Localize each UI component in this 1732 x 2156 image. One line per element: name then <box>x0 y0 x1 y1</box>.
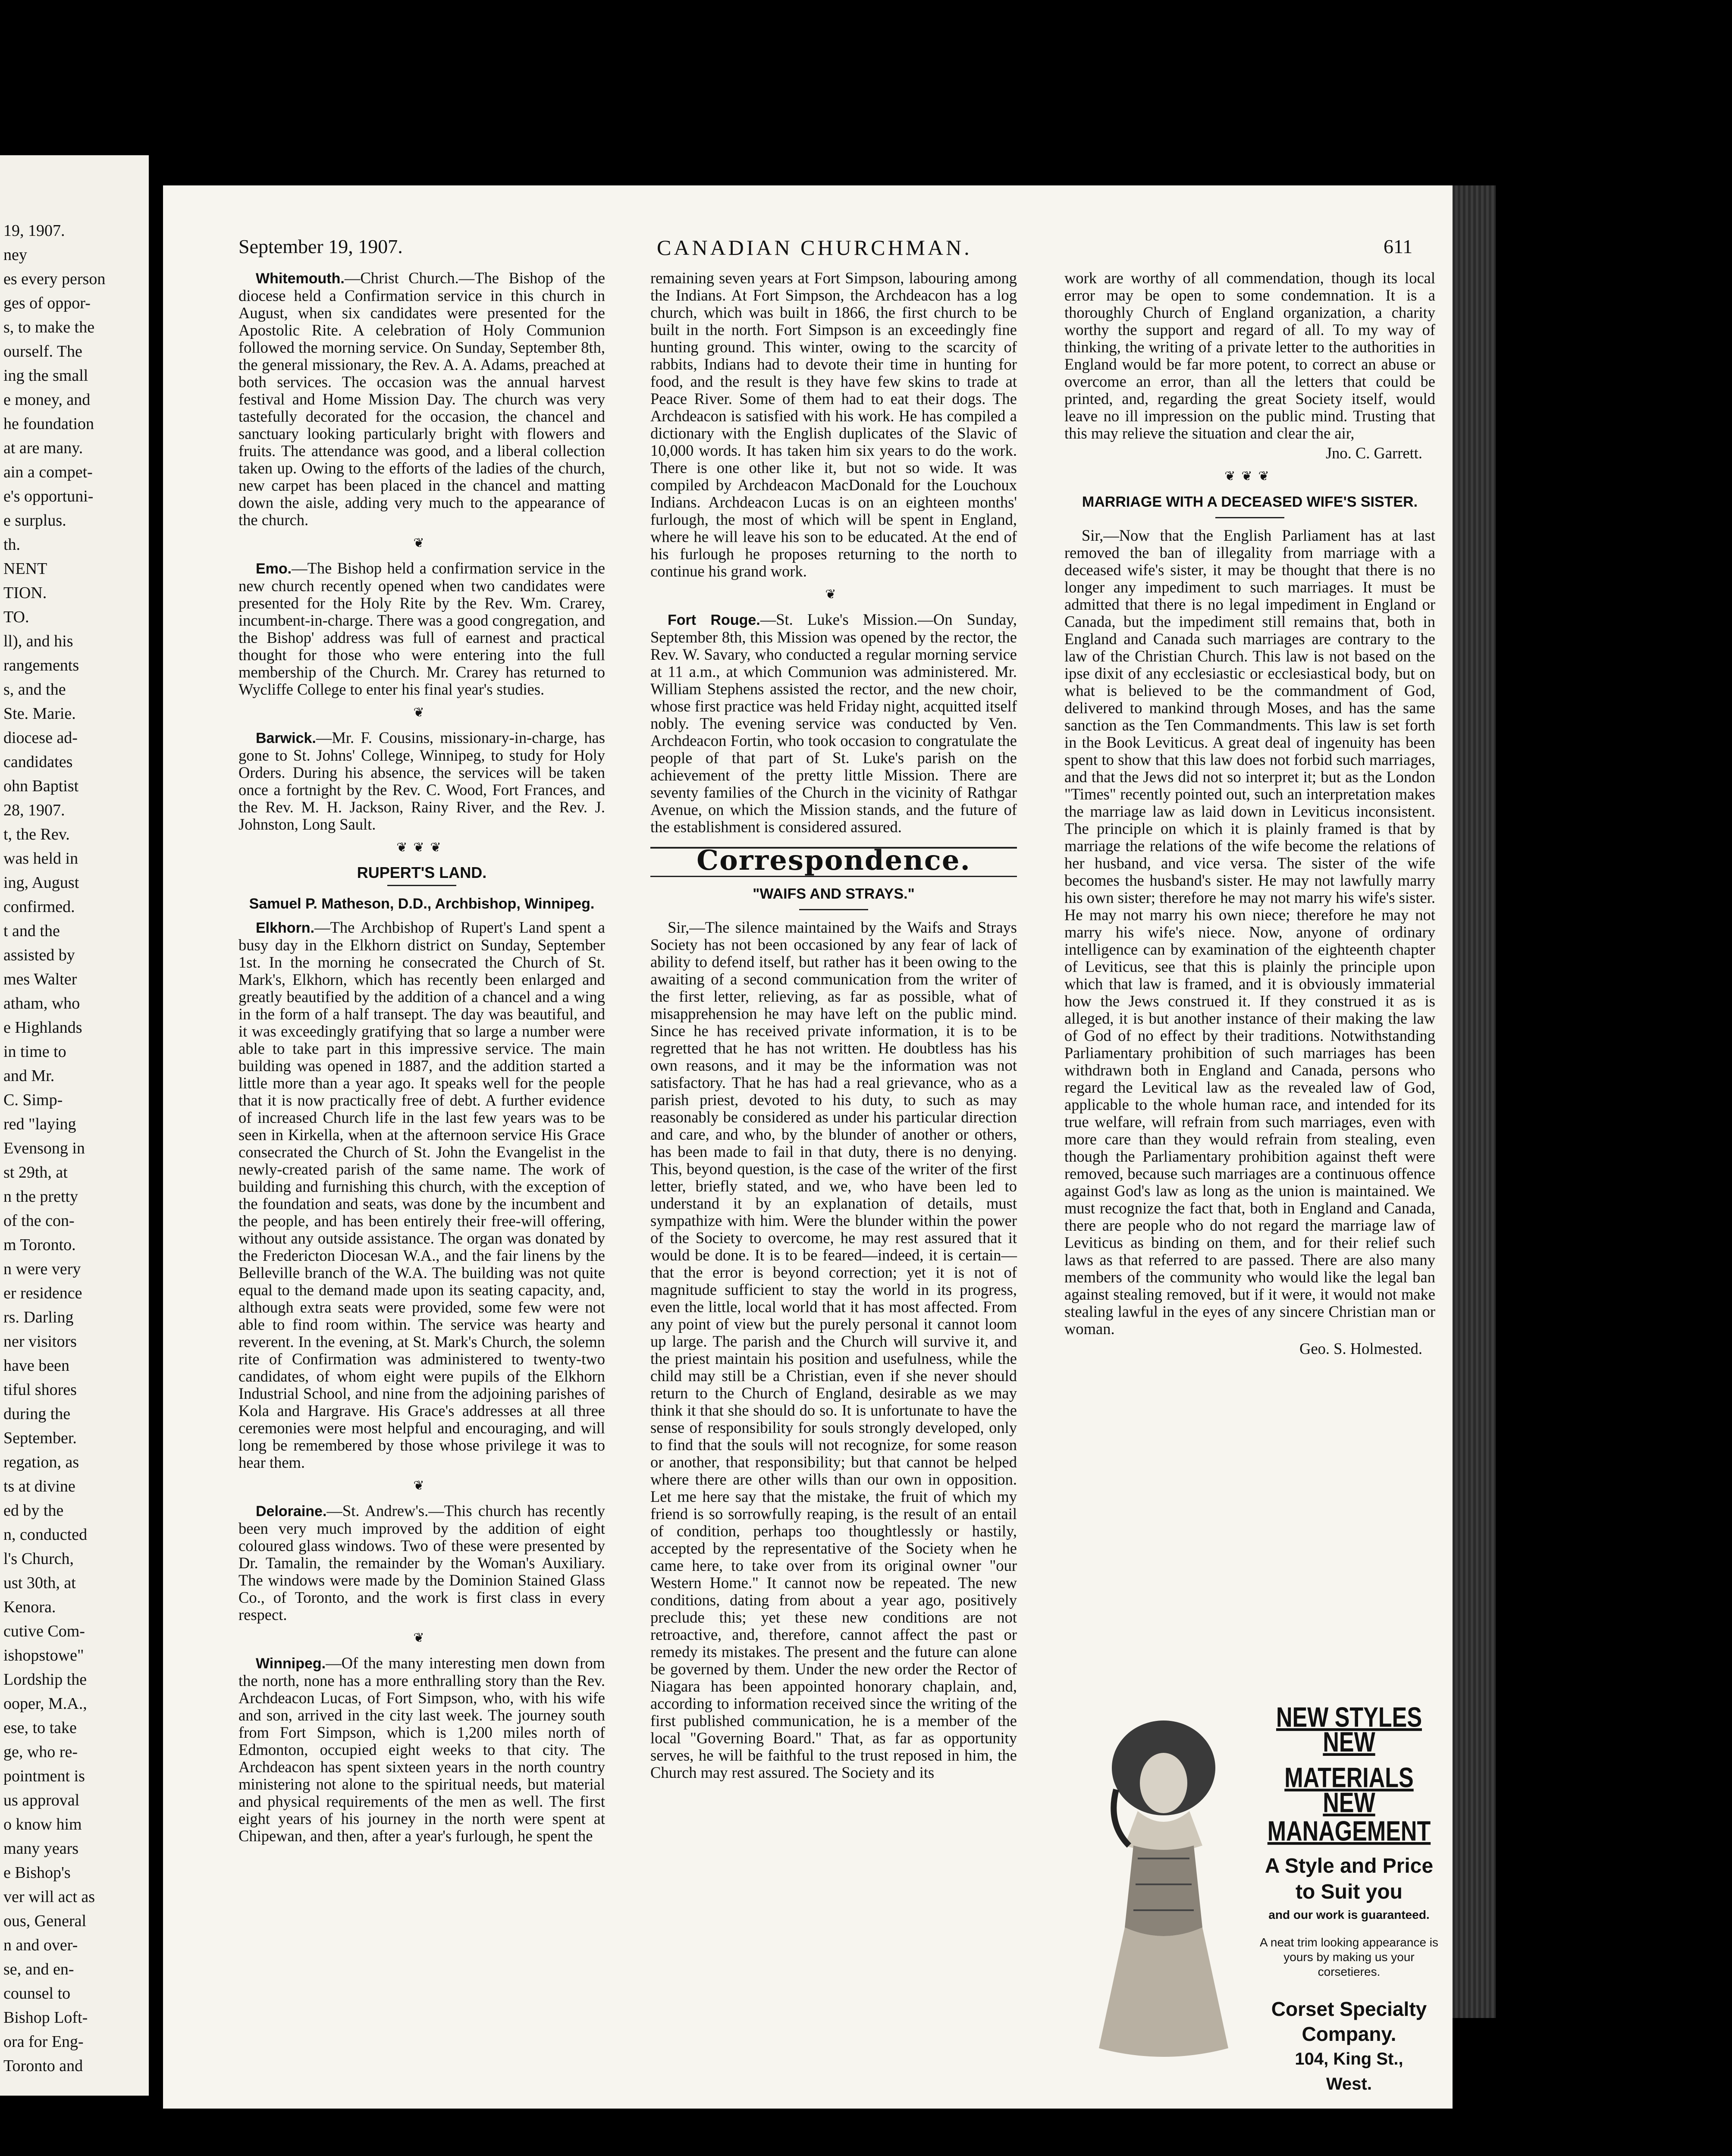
left-fragment-line: ooper, M.A., <box>3 1695 87 1713</box>
left-fragment-line: t, the Rev. <box>3 825 70 843</box>
left-fragment-line: ishopstowe" <box>3 1646 84 1664</box>
left-fragment-line: t and the <box>3 922 60 940</box>
heading-fort-rouge: Fort Rouge. <box>668 612 760 628</box>
left-fragment-line: ge, who re- <box>3 1743 78 1761</box>
left-fragment-line: us approval <box>3 1791 80 1809</box>
column-2 <box>650 270 1017 1784</box>
left-fragment-line: ney <box>3 246 27 264</box>
correspondence-banner <box>650 844 1017 877</box>
left-fragment-line: ourself. The <box>3 342 82 360</box>
woman-illustration <box>1073 1703 1254 2065</box>
article-fort-rouge: —St. Luke's Mission.—On Sunday, September 8th, this Mission was opened by the rector, the Rev. W. Savary, who conducted a regular morning service at 11 a.m., at which Communion was administered. Mr. William Stephens assisted the rector, and the new choir, whose first practice was held Friday night, acquitted itself nobly. The evening service was conducted by Ven. Archdeacon Fortin, who took occasion to congratulate the people of that part of St. Luke's parish on the achievement of the pretty little Mission. There are seventy families of the Church in the vicinity of Rathgar Avenue, on which the Mission stands, and the future of the establishment is considered assured. <box>650 611 1017 836</box>
left-fragment-line: n and over- <box>3 1936 78 1954</box>
left-fragment-line: ver will act as <box>3 1888 95 1906</box>
article-emo: —The Bishop held a confirmation service in the new church recently opened when two candidates were presented for the Holy Rite by the Rev. Wm. Crarey, incumbent-in-charge. There was a good congregation, and the Bishop' address was full of earnest and practical thought for those who were entering into the full membership of the Church. Mr. Crarey has returned to Wycliffe College to enter his final year's studies. <box>238 559 606 698</box>
section-subheading: Samuel P. Matheson, D.D., Archbishop, Winnipeg. <box>249 896 595 912</box>
left-fragment-line: rangements <box>3 656 79 674</box>
left-fragment-line: Kenora. <box>3 1598 56 1616</box>
ornament-triple: ❦❦❦ <box>1224 469 1275 483</box>
left-fragment-line: es every person <box>3 270 106 288</box>
left-fragment-line: and Mr. <box>3 1067 55 1085</box>
left-fragment-line: ohn Baptist <box>3 777 79 795</box>
left-fragment-line: red "laying <box>3 1115 76 1133</box>
newspaper-page <box>163 185 1453 2109</box>
left-fragment-line: in time to <box>3 1043 66 1061</box>
left-fragment-line: he foundation <box>3 415 94 433</box>
left-fragment-line: ora for Eng- <box>3 2033 84 2051</box>
ornament: ❦ <box>825 587 842 602</box>
divider <box>387 885 456 886</box>
ornament-triple: ❦❦❦ <box>396 840 447 855</box>
left-fragment-line: diocese ad- <box>3 729 78 747</box>
heading-barwick: Barwick. <box>256 730 316 746</box>
heading-elkhorn: Elkhorn. <box>256 920 315 936</box>
ad-company-word: Company. <box>1302 2023 1396 2045</box>
article-barwick: —Mr. F. Cousins, missionary-in-charge, has gone to St. Johns' College, Winnipeg, to study for Holy Orders. During his absence, the services will be taken once a fortnight by the Rev. C. Wood, Fort Frances, and the Rev. M. H. Jackson, Rainy River, and the Rev. J. Johnston, Long Sault. <box>238 729 605 833</box>
left-fragment-line: 19, 1907. <box>3 222 65 240</box>
section-heading: RUPERT'S LAND. <box>357 864 487 881</box>
left-fragment-line: ts at divine <box>3 1477 75 1495</box>
left-fragment-line: ll), and his <box>3 632 73 650</box>
left-fragment-line: ous, General <box>3 1912 87 1930</box>
signature-garrett: Jno. C. Garrett. <box>1325 444 1422 462</box>
left-fragment-line: ges of oppor- <box>3 294 91 312</box>
column-1 <box>238 270 605 1847</box>
ad-line-suit-you: to Suit you <box>1296 1880 1403 1903</box>
ad-line-new: NEW <box>1323 1787 1375 1819</box>
left-fragment-line: n the pretty <box>3 1188 78 1206</box>
divider <box>1215 517 1284 518</box>
left-fragment-line: n were very <box>3 1260 81 1278</box>
left-fragment-line: er residence <box>3 1284 82 1302</box>
letter-waifs: Sir,—The silence maintained by the Waifs and Strays Society has not been occasioned by any fear of lack of ability to defend itself, but rather has it been owing to the awaiting of a second communication from the writer of the first letter, relieving, as far as possible, what of misapprehension he may have left on the public mind. Since he has received private information, it is to be regretted that he has not written. He doubtless has his own reasons, and it may be the information was not satisfactory. That he has had a real grievance, who as a parish priest, devoted to his duty, to such as may reasonably be considered as under his particular direction and care, and who, by the blunder of another or others, has been made to fail in that duty, there is no denying. This, beyond question, is the case of the writer of the first letter, briefly stated, and we, who have been led to understand it by an explanation of details, must sympathize with him. Were the blunder within the power of the Society to overcome, he may rest assured that it would be done. It is to be feared—indeed, it is certain—that the error is beyond correction; yet it is not of magnitude sufficient to stay the world in its progress, even the little, local world that it has most affected. From any point of view but the purely personal it cannot loom up large. The parish and the Church will survive it, and the priest maintain his position and usefulness, while the child may still be a Christian, even if she never should return to the Church of England, desirable as we may think it that she should do so. It is unfortunate to have the sense of responsibility for souls strongly developed, only to find that the souls will not recognize, for some reason or another, that responsibility; but that cannot be helped where there are other wills than our own in opposition. Let me here say that the mistake, the fruit of which my friend is so sorrowfully reaping, is the result of an entail of condition, perhaps too thoughtlessly or hastily, accepted by the representative of the Society when he came here, to take over from its original owner "our Western Home." It cannot now be repeated. The new conditions, dating from about a year ago, positively preclude this; yet these new conditions are not retroactive, and, therefore, cannot affect the past or remedy its mistakes. The present and the future can alone be governed by them. Under the new order the Rector of Niagara has been appointed honorary chaplain, and, according to information received since the writing of the first published communication, he is a member of the local "Governing Board." That, as far as opportunity serves, he will be faithful to the trust reposed in him, the Church may rest assured. The Society and its <box>650 918 1017 1781</box>
left-fragment-line: ed by the <box>3 1501 64 1520</box>
left-fragment-line: ing the small <box>3 367 88 385</box>
correspondence-heading: Correspondence. <box>697 844 971 877</box>
ornament: ❦ <box>413 536 430 550</box>
article-elkhorn: —The Archbishop of Rupert's Land spent a busy day in the Elkhorn district on Sunday, September 1st. In the morning he consecrated the Church of St. Mark's, Elkhorn, which has recently been enlarged and greatly beautified by the addition of a chancel and a wing in the form of a half transept. The day was beautiful, and it was exceedingly gratifying that so large a number were able to take part in this impressive service. The main building was opened in 1887, and the addition started a little more than a year ago. It speaks well for the people that it is now practically free of debt. A further evidence of increased Church life in the last few years was to be seen in Kirkella, when at the afternoon service His Grace consecrated the Church of St. John the Evangelist in the newly-created parish of the same name. The work of building and furnishing this church, with the exception of the foundation and seats, was done by the incumbent and the people, and has been entirely their free-will offering, without any outside assistance. The organ was donated by the Fredericton Diocesan W.A., and the fair linens by the Belleville branch of the W.A. The building was not quite equal to the demand made upon its seating capacity, and, although extra seats were provided, some few were not able to find room within. The service was hearty and reverent. In the evening, at St. Mark's Church, the solemn rite of Confirmation was administered to twenty-two candidates, of whom eight were pupils of the Elkhorn Industrial School, and nine from the adjoining parishes of Kola and Hargrave. His Grace's addresses at all three ceremonies were most helpful and encouraging, and will long be remembered by those whose privilege it was to hear them. <box>238 918 605 1471</box>
ornament: ❦ <box>413 1631 430 1645</box>
ad-line-management: MANAGEMENT <box>1267 1815 1431 1847</box>
left-fragment-line: n, conducted <box>3 1526 88 1544</box>
left-fragment-line: e Bishop's <box>3 1864 71 1882</box>
left-fragment-line: September. <box>3 1429 77 1447</box>
left-fragment-line: ese, to take <box>3 1719 77 1737</box>
left-fragment-line: Lordship the <box>3 1670 87 1689</box>
left-fragment-line: cutive Com- <box>3 1622 85 1640</box>
left-fragment-line: e money, and <box>3 391 91 409</box>
heading-whitemouth: Whitemouth. <box>256 270 345 287</box>
page-number: 611 <box>1384 235 1413 257</box>
column-3 <box>1064 270 1435 1362</box>
left-fragment-line: 28, 1907. <box>3 801 65 819</box>
previous-page-fragment <box>0 155 149 2096</box>
publication-title: CANADIAN CHURCHMAN. <box>657 235 972 260</box>
letter-title-marriage: MARRIAGE WITH A DECEASED WIFE'S SISTER. <box>1082 494 1418 510</box>
left-fragment-line: rs. Darling <box>3 1308 74 1326</box>
left-fragment-line: mes Walter <box>3 970 77 988</box>
left-fragment-line: NENT <box>3 560 47 578</box>
left-fragment-line: TION. <box>3 584 47 602</box>
left-fragment-line: at are many. <box>3 439 83 457</box>
left-fragment-line: s, and the <box>3 680 66 699</box>
divider <box>799 909 868 910</box>
left-fragment-line: TO. <box>3 608 29 626</box>
left-fragment-line: assisted by <box>3 946 75 964</box>
signature-holmested: Geo. S. Holmested. <box>1299 1340 1422 1357</box>
left-fragment-line: candidates <box>3 753 73 771</box>
ad-line-guaranteed: and our work is guaranteed. <box>1268 1908 1430 1921</box>
issue-date: September 19, 1907. <box>238 235 403 257</box>
left-fragment-line: ain a compet- <box>3 463 93 481</box>
ad-line-new-materials: NEW MATERIALS <box>1284 1727 1414 1794</box>
ad-line-new-styles: NEW STYLES <box>1276 1702 1422 1733</box>
left-fragment-line: se, and en- <box>3 1960 74 1978</box>
left-fragment-line: counsel to <box>3 1984 71 2002</box>
left-fragment-line: l's Church, <box>3 1550 74 1568</box>
left-fragment-line: o know him <box>3 1815 82 1833</box>
left-fragment-line: have been <box>3 1357 69 1375</box>
left-fragment-line: C. Simp- <box>3 1091 63 1109</box>
left-fragment-line: confirmed. <box>3 898 75 916</box>
left-fragment-line: ing, August <box>3 874 79 892</box>
heading-emo: Emo. <box>256 561 292 577</box>
letter-marriage: Sir,—Now that the English Parliament has at last removed the ban of illegality from marriage with a deceased wife's sister, it may be thought that there is no longer any impediment to such marriages. It must be admitted that there is no legal impediment in England or Canada, but the impediment still remains that, both in England and Canada such marriages are contrary to the law of the Christian Church. This law is not based on the ipse dixit of any ecclesiastic or ecclesiastical body, but on what is believed to be the commandment of God, delivered to mankind through Moses, and has the same sanction as the Ten Commandments. This law is set forth in the Book Leviticus. A great deal of ingenuity has been spent to show that this law does not forbid such marriages, and that the Jews did not so interpret it; but as the London "Times" recently pointed out, such an interpretation makes the marriage law as laid down in Leviticus inconsistent. The principle on which it is plainly framed is that by marriage the relations of the wife become the relations of her husband, and vice versa. The sister of the wife becomes the husband's sister. He may not lawfully marry his own sister; therefore he may not marry his wife's sister. He may not marry his own niece; therefore he may not marry his wife's niece. Now, anyone of ordinary intelligence can by examination of the eighteenth chapter of Leviticus, see that this is plainly the principle upon which that law is framed, and it is obviously immaterial how the Jews construed it. If they construed it as is alleged, it is but another instance of their making the law of God of no effect by their traditions. Notwithstanding Parliamentary prohibition of such marriages has been withdrawn both in England and Canada, persons who regard the Levitical law as the revealed law of God, applicable to the whole human race, and intended for its true welfare, will refrain from such marriages, even with more care than they would refrain from stealing, even though the Parliamentary prohibition against theft were removed, because such marriages are a continuous offence against God's law as long as the union is maintained. We must recognize the fact that, both in England and Canada, there are people who do not regard the marriage law of Leviticus as binding on them, and for their relief such laws as that referred to are passed. There are also many members of the community who would like the legal ban against stealing removed, but if it were, it would not make stealing lawful in the eyes of any sincere Christian man or woman. <box>1064 526 1435 1338</box>
ad-address: 104, King St., <box>1295 2049 1403 2068</box>
left-fragment-line: Toronto and <box>3 2057 83 2075</box>
left-fragment-line: Bishop Loft- <box>3 2009 88 2027</box>
left-fragment-line: was held in <box>3 849 78 868</box>
article-winnipeg: —Of the many interesting men down from the north, none has a more enthralling story than the Rev. Archdeacon Lucas, of Fort Simpson, who, with his wife and son, arrived in the city last week. The journey south from Fort Simpson, which is 1,200 miles north of Edmonton, occupied eight weeks to that city. The Archdeacon has spent sixteen years in the north country ministering not alone to the spiritual needs, but material and physical requirements of the men as well. The first eight years of his journey in the north were spent at Chipewan, and then, after a year's furlough, he spent the <box>238 1654 605 1845</box>
ad-company-name: Corset Specialty <box>1271 1998 1427 2020</box>
article-whitemouth: —Christ Church.—The Bishop of the diocese held a Confirmation service in this church in August, when six candidates were presented for the Apostolic Rite. A celebration of Holy Communion followed the morning service. On Sunday, September 8th, the general missionary, the Rev. A. A. Adams, preached at both services. The occasion was the annual harvest festival and Home Mission Day. The church was very tastefully decorated for the occasion, the chancel and sanctuary looking particularly bright with flowers and fruits. The attendance was good, and a liberal collection taken up. Owing to the efforts of the ladies of the church, new carpet has been placed in the chancel and matting down the aisle, adding very much to the appearance of the church. <box>238 269 605 529</box>
ad-line-style-price: A Style and Price <box>1264 1855 1434 1877</box>
left-fragment-line: s, to make the <box>3 318 95 336</box>
left-fragment-line: tiful shores <box>3 1381 77 1399</box>
ornament: ❦ <box>413 705 430 720</box>
ad-address-west: West. <box>1326 2075 1372 2093</box>
ad-line-appearance: A neat trim looking appearance is yours by making us your corsetieres. <box>1259 1936 1439 1978</box>
left-fragment-line: atham, who <box>3 994 80 1012</box>
left-fragment-line: regation, as <box>3 1453 79 1471</box>
left-fragment-line: e Highlands <box>3 1018 82 1037</box>
left-fragment-line: e's opportuni- <box>3 487 94 505</box>
ornament: ❦ <box>413 1479 430 1493</box>
left-fragment-line: ust 30th, at <box>3 1574 76 1592</box>
left-fragment-line: Ste. Marie. <box>3 705 76 723</box>
left-fragment-line: m Toronto. <box>3 1236 76 1254</box>
book-spine-edge <box>1453 185 1496 2018</box>
left-fragment-line: pointment is <box>3 1767 85 1785</box>
left-fragment-line: ner visitors <box>3 1332 77 1351</box>
left-fragment-line: th. <box>3 536 21 554</box>
left-fragment-line: e surplus. <box>3 511 66 530</box>
corset-advertisement <box>1073 1702 1444 2093</box>
letter-title-waifs: "WAIFS AND STRAYS." <box>753 886 915 902</box>
article-winnipeg-continued: remaining seven years at Fort Simpson, labouring among the Indians. At Fort Simpson, the Archdeacon has a log church, which was built in 1866, the first church to be built in the north. Fort Simpson is an exceedingly fine hunting ground. This winter, owing to the scarcity of rabbits, Indians had to devote their time in hunting for food, and the result is they have few skins to trade at Peace River. Some of them had to eat their dogs. The Archdeacon is satisfied with his work. He has compiled a dictionary with the English duplicates of the Slavic of 10,000 words. It has taken him six years to do the work. There is one other like it, but not so wide. It was compiled by Archdeacon MacDonald for the Louchoux Indians. Archdeacon Lucas is on an eighteen months' furlough, the most of which will be spent in England, where he will leave his son to be educated. At the end of his furlough he proposes returning to the north to continue his grand work. <box>650 269 1017 580</box>
heading-deloraine: Deloraine. <box>256 1503 327 1520</box>
heading-winnipeg: Winnipeg. <box>256 1655 326 1672</box>
letter-waifs-continued: work are worthy of all commendation, though its local error may be open to some condemnation. It is a thoroughly Church of England organization, a charity worthy the support and regard of all. To my way of thinking, the writing of a private letter to the authorities in England would be far more potent, to correct an abuse or overcome an error, than all the letters that could be printed, and, regarding the great Society itself, would leave no ill impression on the public mind. Trusting that this may relieve the situation and clear the air, <box>1064 269 1435 442</box>
article-deloraine: —St. Andrew's.—This church has recently been very much improved by the addition of eight coloured glass windows. Two of these were presented by Dr. Tamalin, the remainder by the Woman's Auxiliary. The windows were made by the Dominion Stained Glass Co., of Toronto, and the work is first class in every respect. <box>238 1502 605 1623</box>
ad-text <box>1258 1703 1440 2096</box>
left-fragment-line: Evensong in <box>3 1139 85 1157</box>
left-fragment-line: during the <box>3 1405 71 1423</box>
left-fragment-line: many years <box>3 1839 79 1858</box>
left-fragment-line: of the con- <box>3 1212 75 1230</box>
left-fragment-line: st 29th, at <box>3 1163 68 1181</box>
